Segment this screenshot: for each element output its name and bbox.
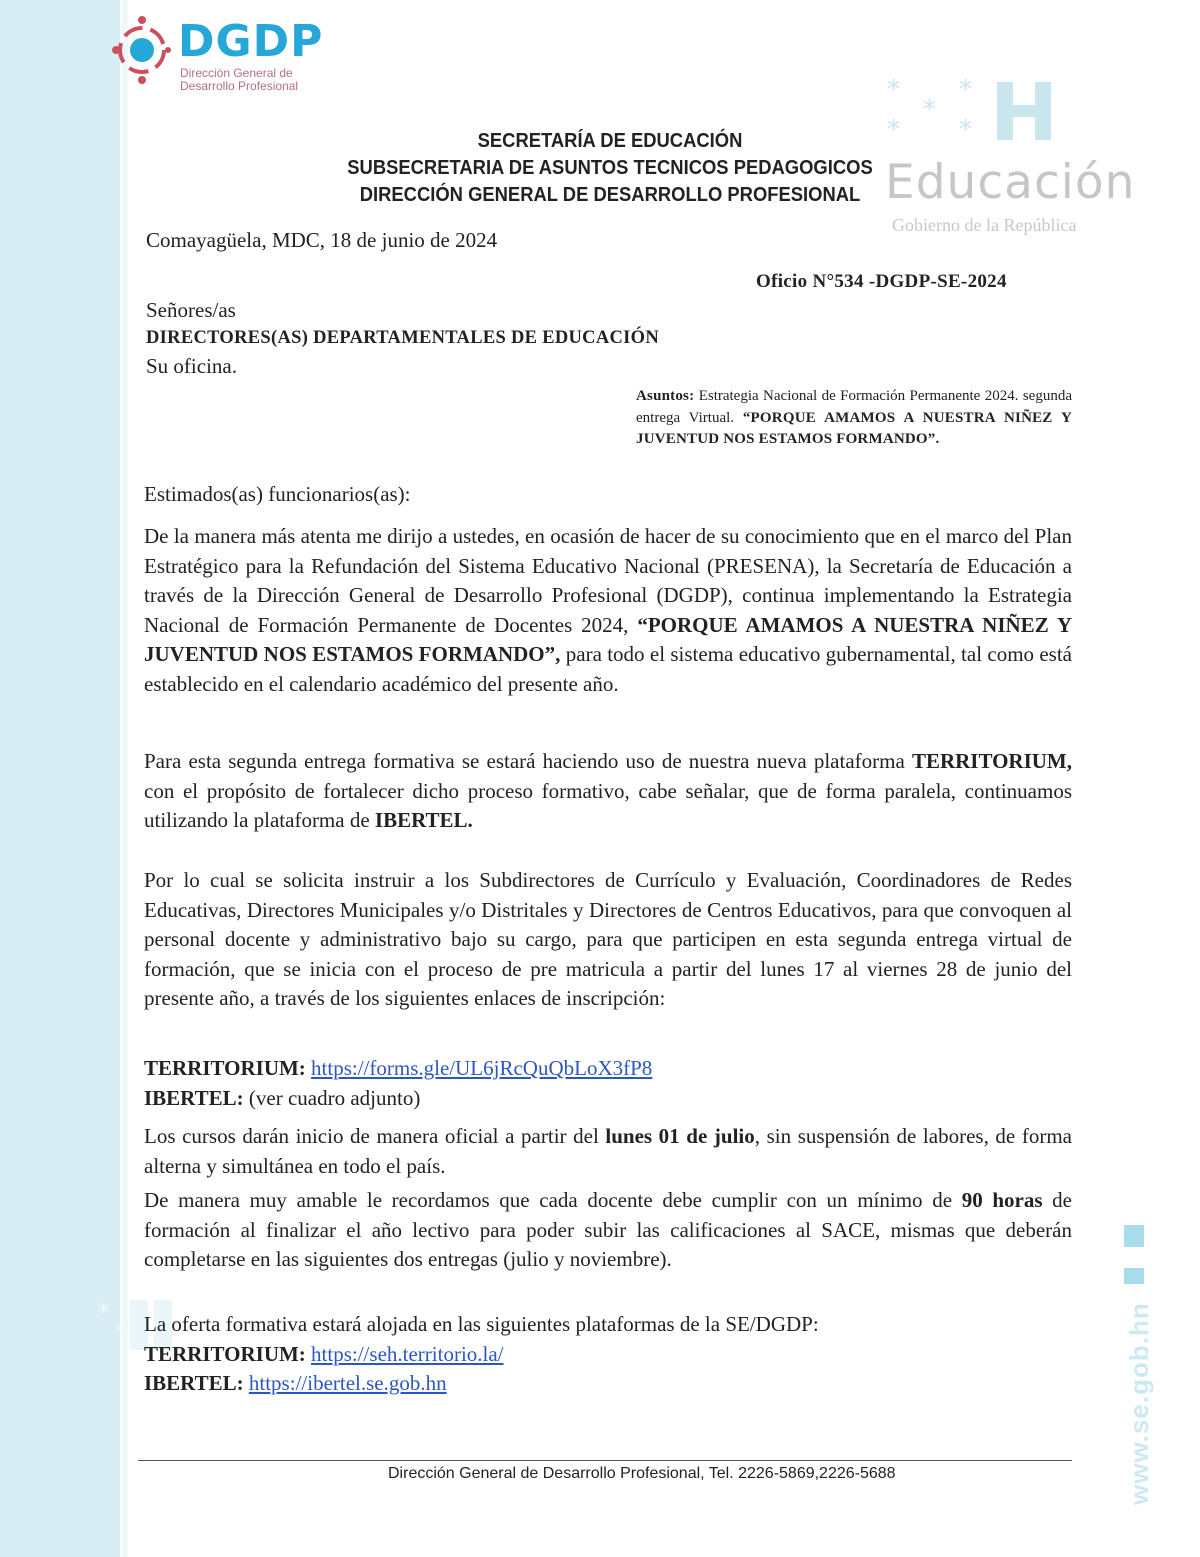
heading-line-3: DIRECCIÓN GENERAL DE DESARROLLO PROFESIONAL xyxy=(359,184,861,206)
paragraph-5 xyxy=(144,1186,1072,1275)
dgdp-logo-subtitle xyxy=(180,67,380,93)
heading-line-1: SECRETARÍA DE EDUCACIÓN xyxy=(477,130,743,152)
paragraph-1 xyxy=(144,522,1072,699)
greeting: Estimados(as) funcionarios(as): xyxy=(144,482,411,506)
p5-text-b: de formación al finalizar el año lectivo para poder subir las calificaciones al SACE, mismas que deberán completarse en las siguientes dos entregas (julio y noviembre). xyxy=(144,1188,1072,1271)
svg-text:*: * xyxy=(887,115,900,145)
platform-territorium-label: TERRITORIUM: xyxy=(144,1341,306,1366)
svg-text:*: * xyxy=(959,115,972,145)
subject-bold: “PORQUE AMAMOS A NUESTRA NIÑEZ Y JUVENTUD NOS ESTAMOS FORMANDO”. xyxy=(636,409,1073,447)
registration-territorium-label: TERRITORIUM: xyxy=(144,1056,306,1080)
side-website-url: www.se.gob.hn xyxy=(1124,1302,1154,1505)
platform-ibertel-row xyxy=(144,1369,1072,1399)
addressee-recipients: DIRECTORES(AS) DEPARTAMENTALES DE EDUCACIÓN xyxy=(146,328,660,348)
paragraph-2 xyxy=(144,747,1072,836)
p2-text-b: con el propósito de fortalecer dicho proceso formativo, cabe señalar, que de forma paralela, continuamos utilizando la plataforma de xyxy=(144,778,1072,832)
p2-bold-territorium: TERRITORIUM, xyxy=(911,749,1072,773)
subject-text: Estrategia Nacional de Formación Permanente 2024. segunda entrega Virtual. xyxy=(636,388,1072,426)
svg-text:*: * xyxy=(923,95,936,125)
paragraph-6-platforms xyxy=(144,1310,1072,1399)
platform-territorium-link[interactable]: https://seh.territorio.la/ xyxy=(311,1341,504,1366)
letterhead-heading xyxy=(49,128,1171,209)
registration-links xyxy=(144,1054,1072,1113)
p5-text-a: De manera muy amable le recordamos que cada docente debe cumplir con un mínimo de xyxy=(144,1188,953,1212)
platform-ibertel-label: IBERTEL: xyxy=(144,1371,244,1395)
p4-text-a: Los cursos darán inicio de manera oficial a partir del xyxy=(144,1124,599,1148)
svg-text:*: * xyxy=(887,78,900,105)
p4-bold-date: lunes 01 de julio xyxy=(605,1124,755,1148)
addressee-block xyxy=(146,296,659,380)
subject-label: Asuntos: xyxy=(636,388,695,404)
p1-bold: “PORQUE AMAMOS A NUESTRA NIÑEZ Y JUVENTUD NOS ESTAMOS FORMANDO”, xyxy=(144,612,1072,666)
paragraph-4 xyxy=(144,1122,1072,1181)
platform-territorium-row xyxy=(144,1340,1072,1370)
heading-line-2: SUBSECRETARIA DE ASUNTOS TECNICOS PEDAGOGICOS xyxy=(347,157,873,179)
educacion-wordmark: Educación xyxy=(885,155,1136,210)
dgdp-subtitle-line2: Desarrollo Profesional xyxy=(180,79,299,93)
svg-text:*: * xyxy=(98,1301,109,1326)
registration-ibertel-note: (ver cuadro adjunto) xyxy=(248,1085,421,1110)
svg-text:*: * xyxy=(959,78,972,105)
dgdp-logo-text: DGDP xyxy=(178,16,324,67)
oficio-number: Oficio N°534 -DGDP-SE-2024 xyxy=(756,271,1007,292)
p2-bold-ibertel: IBERTEL. xyxy=(374,808,473,832)
dgdp-logo-icon xyxy=(108,14,172,94)
addressee-office: Su oficina. xyxy=(146,354,237,378)
gobierno-republica: Gobierno de la República xyxy=(892,215,1077,235)
registration-ibertel-row xyxy=(144,1084,1072,1114)
side-square-1 xyxy=(1124,1225,1144,1247)
p1-text-a: De la manera más atenta me dirijo a ustedes, en ocasión de hacer de su conocimiento que en el marco del Plan Estratégico para la Refundación del Sistema Educativo Nacional (PRESENA), la Secretaría de Educación a través de la Dirección General de Desarrollo Profesional (DGDP), continua implementando la Estrategia Nacional de Formación Permanente de Docentes 2024, xyxy=(144,524,1072,637)
platform-ibertel-link[interactable]: https://ibertel.se.gob.hn xyxy=(248,1371,447,1395)
addressee-salutation: Señores/as xyxy=(146,298,236,322)
p2-text-a: Para esta segunda entrega formativa se estará haciendo uso de nuestra nueva plataforma xyxy=(144,749,905,773)
subject-block xyxy=(636,386,1072,451)
p6-text: La oferta formativa estará alojada en las siguientes plataformas de la SE/DGDP: xyxy=(144,1312,819,1336)
paragraph-3: Por lo cual se solicita instruir a los Subdirectores de Currículo y Evaluación, Coordinadores de Redes Educativas, Directores Municipales y/o Distritales y Directores de Centros Educativos, para que convoquen al personal docente y administrativo bajo su cargo, para que participen en esta segunda entrega virtual de formación, que se inicia con el proceso de pre matricula a partir del lunes 17 al viernes 28 de junio del presente año, a través de los siguientes enlaces de inscripción: xyxy=(144,868,1072,1010)
p4-text-b: , sin suspensión de labores, de forma alterna y simultánea en todo el país. xyxy=(144,1124,1072,1178)
svg-text:*: * xyxy=(115,1321,126,1346)
footer-divider xyxy=(138,1460,1072,1461)
dgdp-subtitle-line1: Dirección General de xyxy=(180,66,293,80)
p1-text-b: para todo el sistema educativo gubernamental, tal como está establecido en el calendario académico del presente año. xyxy=(144,642,1073,696)
p5-bold-hours: 90 horas xyxy=(961,1188,1043,1212)
registration-territorium-row xyxy=(144,1054,1072,1084)
footer-contact: Dirección General de Desarrollo Profesional, Tel. 2226-5869,2226-5688 xyxy=(388,1465,896,1482)
side-square-2 xyxy=(1124,1268,1144,1284)
registration-ibertel-label: IBERTEL: xyxy=(144,1085,244,1110)
registration-territorium-link[interactable]: https://forms.gle/UL6jRcQuQbLoX3fP8 xyxy=(311,1056,653,1080)
letter-date: Comayagüela, MDC, 18 de junio de 2024 xyxy=(146,228,498,252)
